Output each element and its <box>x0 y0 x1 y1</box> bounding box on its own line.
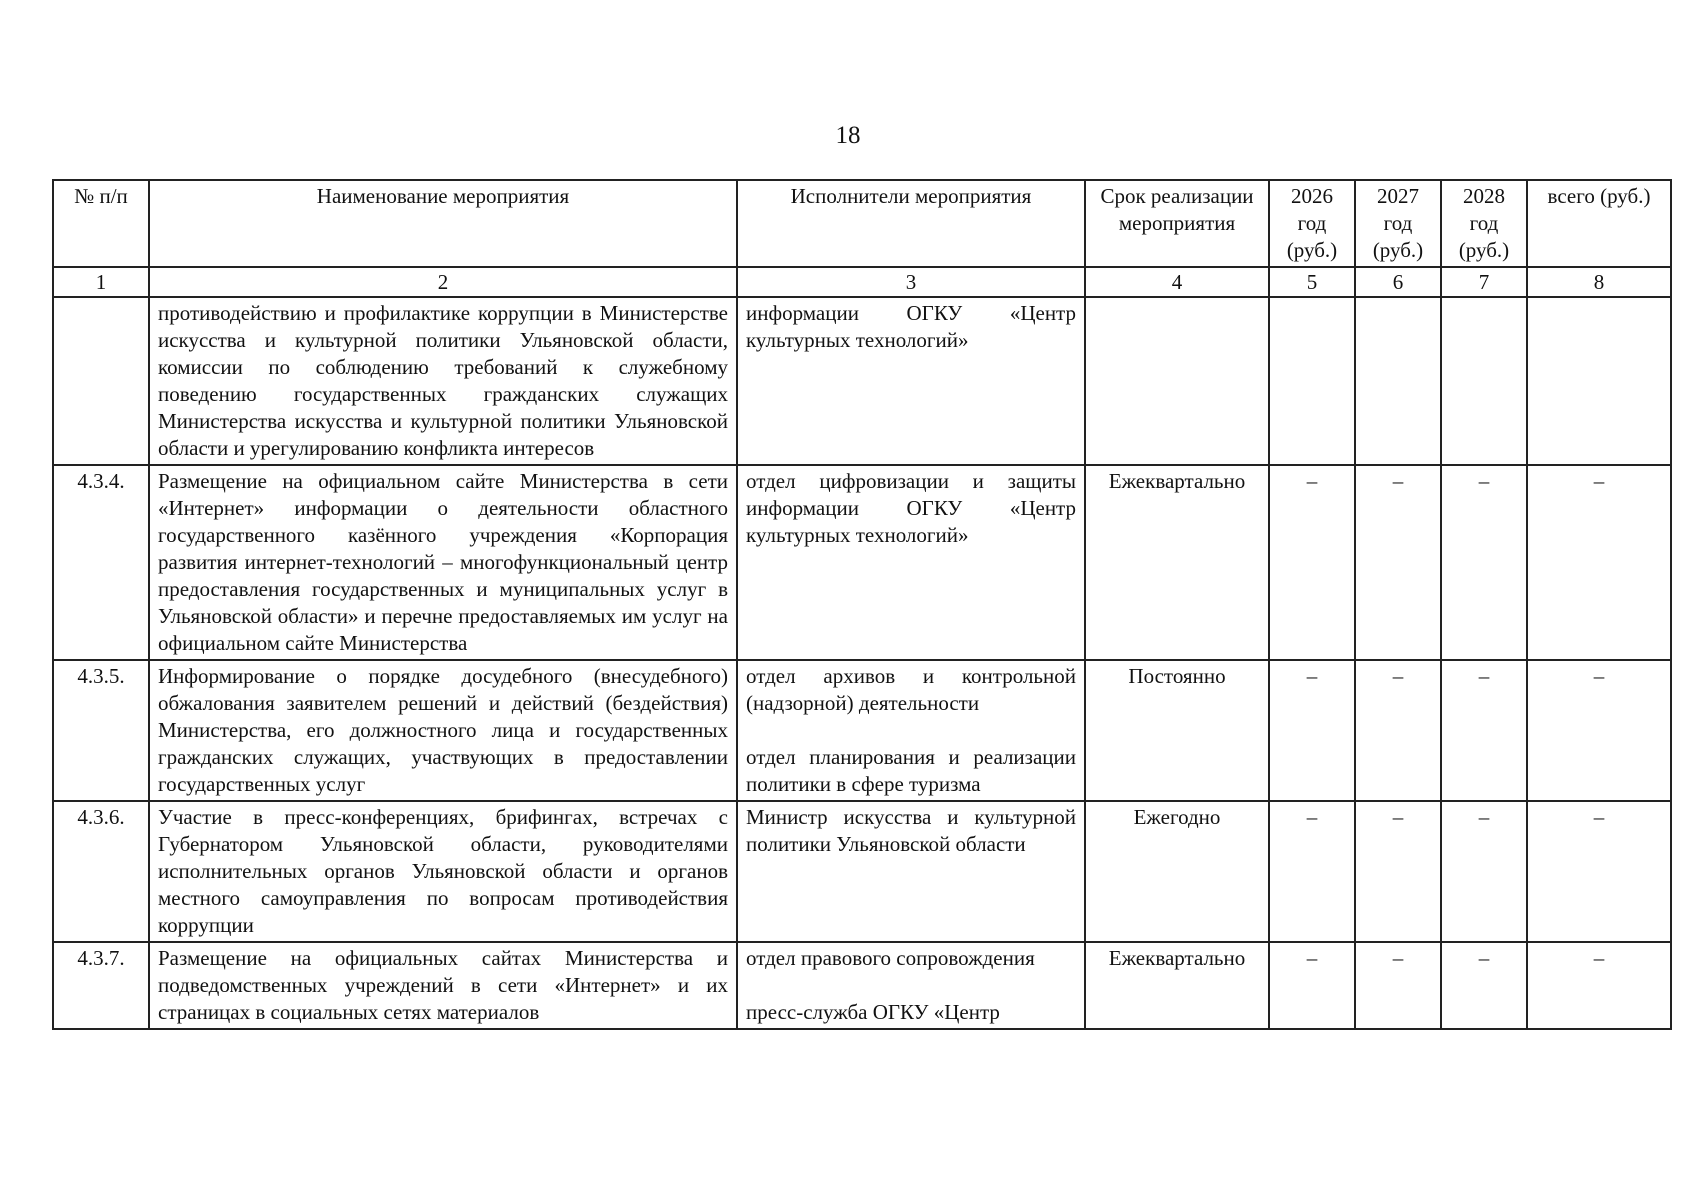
measure-executors <box>737 297 1085 465</box>
measure-term: Постоянно <box>1085 660 1269 801</box>
row-number: 4.3.6. <box>53 801 149 942</box>
value-2027: – <box>1355 942 1441 1029</box>
column-number: 8 <box>1527 267 1671 297</box>
value-2026: – <box>1269 660 1355 801</box>
measures-table <box>52 179 1672 1030</box>
value-2026: – <box>1269 942 1355 1029</box>
executor: отдел правового сопровождения <box>746 946 1035 970</box>
value-2028 <box>1441 297 1527 465</box>
page-number: 18 <box>835 122 861 149</box>
table-row <box>53 465 1671 660</box>
measure-name: Информирование о порядке досудебного (внесудебного) обжалования заявителем решений и действий (бездействия) Министерства, его должностного лица и государственных гражданских служащих, участвующих в предоставлении государственных услуг <box>149 660 737 801</box>
value-total: – <box>1527 660 1671 801</box>
value-2027: – <box>1355 801 1441 942</box>
measure-name: Участие в пресс-конференциях, брифингах, встречах с Губернатором Ульяновской области, руководителями исполнительных органов Ульяновской области и органов местного самоуправления по вопросам противодействия коррупции <box>149 801 737 942</box>
value-2028: – <box>1441 465 1527 660</box>
header-name: Наименование мероприятия <box>149 180 737 267</box>
header-number: № п/п <box>53 180 149 267</box>
value-2026: – <box>1269 801 1355 942</box>
measure-term: Ежеквартально <box>1085 465 1269 660</box>
measure-name: Размещение на официальных сайтах Министерства и подведомственных учреждений в сети «Интернет» и их страницах в социальных сетях материалов <box>149 942 737 1029</box>
measure-executors <box>737 942 1085 1029</box>
column-number-row <box>53 267 1671 297</box>
column-number: 4 <box>1085 267 1269 297</box>
measure-name: противодействию и профилактике коррупции в Министерстве искусства и культурной политики Ульяновской области, комиссии по соблюдению требований к служебному поведению государственных гражданских служащих Министерства искусства и культурной политики Ульяновской области и урегулированию конфликта интересов <box>149 297 737 465</box>
executor: информации ОГКУ «Центр культурных технологий» <box>746 301 1076 352</box>
executor: пресс-служба ОГКУ «Центр <box>746 1000 1000 1024</box>
measure-executors <box>737 465 1085 660</box>
value-total: – <box>1527 801 1671 942</box>
header-2026: 2026 год (руб.) <box>1269 180 1355 267</box>
measure-term <box>1085 297 1269 465</box>
header-term: Срок реализации мероприятия <box>1085 180 1269 267</box>
header-2027: 2027 год (руб.) <box>1355 180 1441 267</box>
value-total: – <box>1527 465 1671 660</box>
measure-term: Ежегодно <box>1085 801 1269 942</box>
table-header-row <box>53 180 1671 267</box>
value-total: – <box>1527 942 1671 1029</box>
row-number: 4.3.7. <box>53 942 149 1029</box>
executor: Министр искусства и культурной политики Ульяновской области <box>746 805 1076 856</box>
column-number: 1 <box>53 267 149 297</box>
row-number <box>53 297 149 465</box>
table-row <box>53 801 1671 942</box>
value-2028: – <box>1441 801 1527 942</box>
value-2027: – <box>1355 660 1441 801</box>
measure-name: Размещение на официальном сайте Министерства в сети «Интернет» информации о деятельности областного государственного казённого учреждения «Корпорация развития интернет-технологий – многофункциональный центр предоставления государственных и муниципальных услуг в Ульяновской области» и перечне предоставляемых им услуг на официальном сайте Министерства <box>149 465 737 660</box>
measure-executors <box>737 660 1085 801</box>
value-2026: – <box>1269 465 1355 660</box>
column-number: 2 <box>149 267 737 297</box>
header-executors: Исполнители мероприятия <box>737 180 1085 267</box>
value-2028: – <box>1441 942 1527 1029</box>
value-2027: – <box>1355 465 1441 660</box>
row-number: 4.3.5. <box>53 660 149 801</box>
column-number: 7 <box>1441 267 1527 297</box>
column-number: 3 <box>737 267 1085 297</box>
header-2028: 2028 год (руб.) <box>1441 180 1527 267</box>
table-row <box>53 942 1671 1029</box>
row-number: 4.3.4. <box>53 465 149 660</box>
measure-term: Ежеквартально <box>1085 942 1269 1029</box>
value-2026 <box>1269 297 1355 465</box>
value-total <box>1527 297 1671 465</box>
executor: отдел цифровизации и защиты информации ОГКУ «Центр культурных технологий» <box>746 469 1076 547</box>
measure-executors <box>737 801 1085 942</box>
executor: отдел планирования и реализации политики в сфере туризма <box>746 745 1076 796</box>
header-total: всего (руб.) <box>1527 180 1671 267</box>
column-number: 5 <box>1269 267 1355 297</box>
table-row <box>53 660 1671 801</box>
table-row <box>53 297 1671 465</box>
value-2028: – <box>1441 660 1527 801</box>
value-2027 <box>1355 297 1441 465</box>
executor: отдел архивов и контрольной (надзорной) деятельности <box>746 664 1076 715</box>
column-number: 6 <box>1355 267 1441 297</box>
